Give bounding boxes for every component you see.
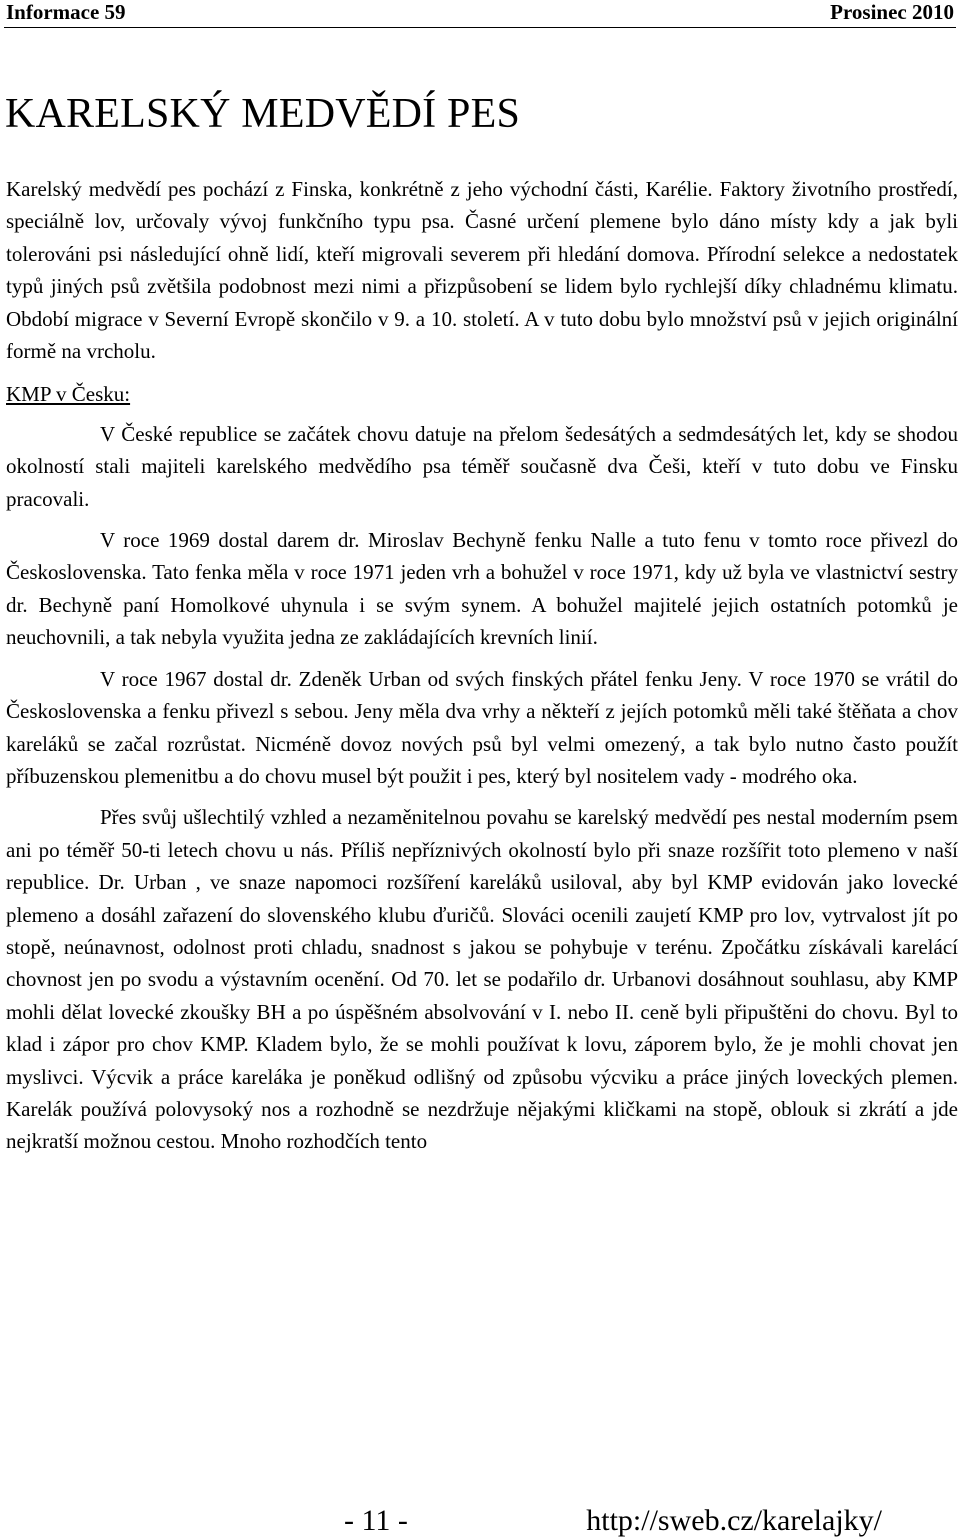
intro-paragraph: Karelský medvědí pes pochází z Finska, konkrétně z jeho východní části, Karélie. Faktory životního prostředí, speciálně lov, určovaly vývoj funkčního typu psa. Časné určení plemene bylo dáno místy kdy a jak byli tolerováni psi následující ohně lidí, kteří migrovali severem při hledání domova. Přírodní selekce a nedostatek typů jiných psů zvětšila podobnost mezi nimi a přizpůsobení se lidem bylo rychlejší díky chladnému klimatu. Období migrace v Severní Evropě skončilo v 9. a 10. století. A v tuto dobu bylo množství psů v jejich originální formě na vrcholu.: [6, 177, 958, 364]
article-title: KARELSKÝ MEDVĚDÍ PES: [5, 91, 521, 137]
header-issue: Informace 59: [6, 0, 126, 24]
article-body: [6, 173, 958, 1158]
page-number: - 11 -: [344, 1504, 408, 1537]
body-paragraph: Přes svůj ušlechtilý vzhled a nezaměnitelnou povahu se karelský medvědí pes nestal moderním psem ani po téměř 50-ti letech chovu u nás. Příliš nepříznivých okolností bylo při snaze rozšířit toto plemeno v naší republice. Dr. Urban , ve snaze napomoci rozšíření kareláků usiloval, aby byl KMP evidován jako lovecké plemeno a dosáhl zařazení do slovenského klubu ďuričů. Slováci ocenili zaujetí KMP pro lov, vytrvalost jít po stopě, neúnavnost, odolnost proti chladu, snadnost s jakou se pohybuje v terénu. Zpočátku získávali karelácí chovnost jen po svodu a výstavním ocenění. Od 70. let se podařilo dr. Urbanovi dosáhnout souhlasu, aby KMP mohli dělat lovecké zkoušky BH a po úspěšném absolvování v I. nebo II. ceně byli připuštěni do chovu. Byl to klad i zápor pro chov KMP. Kladem bylo, že se mohli používat k lovu, záporem bylo, že je mohli chovat jen myslivci. Výcvik a práce kareláka je poněkud odlišný od způsobu výcviku a práce jiných loveckých plemen. Karelák používá polovysoký nos a rozhodně se nezdržuje nějakými kličkami na stopě, oblouk si zkrátí a jde nejkratší možnou cestou. Mnoho rozhodčích tento: [6, 805, 958, 1154]
header-divider: [4, 27, 956, 28]
body-paragraph: V České republice se začátek chovu datuje na přelom šedesátých a sedmdesátých let, kdy se shodou okolností stali majiteli karelského medvědího psa téměř současně dva Češi, kteří v tuto dobu ve Finsku pracovali.: [6, 421, 958, 511]
section-heading: KMP v Česku:: [6, 382, 131, 407]
header-date: Prosinec 2010: [830, 0, 954, 24]
footer-url[interactable]: http://sweb.cz/karelajky/: [586, 1504, 882, 1537]
page-header: [6, 0, 954, 26]
body-paragraph: V roce 1967 dostal dr. Zdeněk Urban od svých finských přátel fenku Jeny. V roce 1970 se vrátil do Československa a fenku přivezl s sebou. Jeny měla dva vrhy a někteří z jejích potomků měli také štěňata a chov kareláků se začal rozrůstat. Nicméně dovoz nových psů byl velmi omezený, a tak bylo nutno často použít příbuzenskou plemenitbu a do chovu musel být použit i pes, který byl nositelem vady - modrého oka.: [6, 666, 958, 788]
body-paragraph: V roce 1969 dostal darem dr. Miroslav Bechyně fenku Nalle a tuto fenu v tomto roce přivezl do Československa. Tato fenka měla v roce 1971 jeden vrh a bohužel v roce 1971, kdy už byla ve vlastnictví sestry dr. Bechyně paní Homolkové uhynula i se svým synem. A bohužel majitelé jejich ostatních potomků je neuchovnili, a tak nebyla využita jedna ze zakládajících krevních linií.: [6, 528, 958, 650]
page-footer: [0, 1503, 960, 1539]
